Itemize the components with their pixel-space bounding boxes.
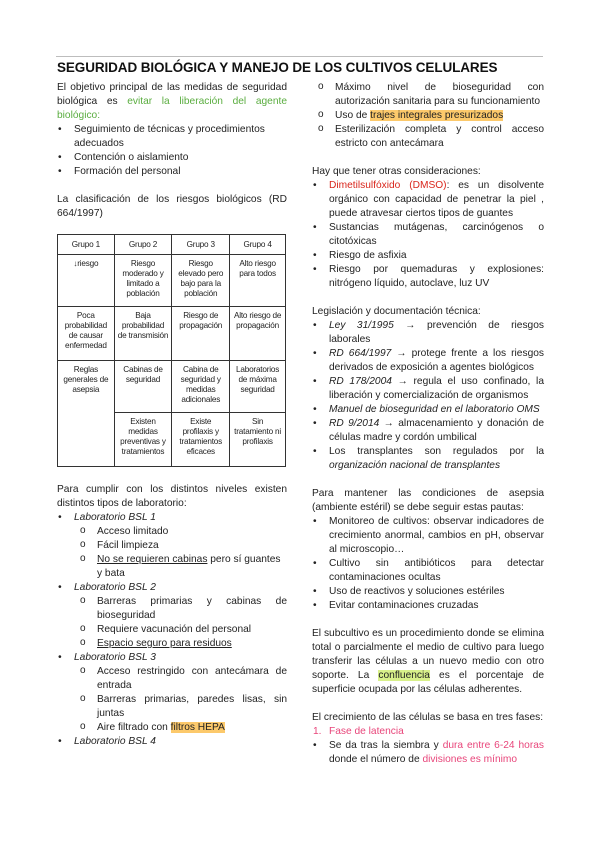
- list-item: o Fácil limpieza: [57, 539, 287, 553]
- table-header: Grupo 2: [114, 235, 172, 255]
- table-cell: ↓riesgo: [58, 255, 115, 307]
- objectives-list: [57, 123, 287, 179]
- confluence-highlight: confluencia: [378, 670, 430, 681]
- labs-intro: Para cumplir con los distintos niveles existen distintos tipos de laboratorio:: [57, 484, 287, 509]
- table-header: Grupo 3: [172, 235, 230, 255]
- table-cell: Riesgo elevado pero bajo para la población: [172, 255, 230, 307]
- table-cell: Sin tratamiento ni profilaxis: [230, 413, 286, 467]
- growth-intro: El crecimiento de las células se basa en tres fases:: [312, 712, 544, 723]
- dmso-highlight: Dimetilsulfóxido (DMSO): [329, 180, 447, 191]
- phase-heading: 1. Fase de latencia: [312, 725, 544, 739]
- list-item: • Uso de reactivos y soluciones estériles: [312, 585, 544, 599]
- table-header: Grupo 4: [230, 235, 286, 255]
- table-cell: Alto riesgo para todos: [230, 255, 286, 307]
- subculture-paragraph: El subcultivo es un procedimiento donde se elimina total o parcialmente el medio de cultivo para luego transferir las células a un nuevo medio con otro soporte. La confluencia es el porcentaje de superficie ocupada por las células adherentes.: [312, 628, 545, 695]
- list-item: • Evitar contaminaciones cruzadas: [312, 599, 544, 613]
- table-header: Grupo 1: [58, 235, 115, 255]
- top-rule: [56, 56, 543, 57]
- list-item: o Aire filtrado con filtros HEPA: [57, 721, 287, 735]
- list-item: • RD 9/2014 → almacenamiento y donación de células madre y cordón umbilical: [312, 417, 544, 445]
- list-item: o Requiere vacunación del personal: [57, 623, 287, 637]
- list-item: • Dimetilsulfóxido (DMSO): es un disolvente orgánico con capacidad de penetrar la piel , puede atravesar ciertos tipos de guantes: [312, 179, 544, 221]
- list-item: o No se requieren cabinas pero sí guantes y bata: [57, 553, 287, 581]
- suits-highlight: trajes integrales presurizados: [370, 110, 504, 121]
- bsl4-list: [312, 81, 544, 151]
- list-item: o Barreras primarias y cabinas de bioseguridad: [57, 595, 287, 623]
- list-item: • Se da tras la siembra y dura entre 6-24 horas donde el número de divisiones es mínimo: [312, 739, 544, 767]
- list-item: o Barreras primarias, paredes lisas, sin juntas: [57, 693, 287, 721]
- table-cell: Alto riesgo de propagación: [230, 307, 286, 361]
- list-item: o Esterilización completa y control acceso estricto con antecámara: [295, 123, 544, 151]
- hepa-highlight: filtros HEPA: [170, 722, 225, 733]
- lab-bsl4-heading: • Laboratorio BSL 4: [57, 735, 287, 749]
- table-cell: Laboratorios de máxima seguridad: [230, 361, 286, 413]
- labs-list: [57, 511, 287, 749]
- asepsia-intro: Para mantener las condiciones de asepsia (ambiente estéril) se debe seguir estas pautas:: [312, 488, 544, 513]
- other-intro: Hay que tener otras consideraciones:: [312, 166, 481, 177]
- table-cell: Riesgo de propagación: [172, 307, 230, 361]
- list-item: o Uso de trajes integrales presurizados: [295, 109, 544, 123]
- lab-bsl1-heading: • Laboratorio BSL 1: [57, 511, 287, 525]
- left-column: [57, 81, 287, 749]
- classification-paragraph: La clasificación de los riesgos biológicos (RD 664/1997): [57, 194, 287, 219]
- table-cell: Poca probabilidad de causar enfermedad: [58, 307, 115, 361]
- list-item: • Cultivo sin antibióticos para detectar contaminaciones ocultas: [312, 557, 544, 585]
- list-item: • Ley 31/1995 → prevención de riesgos laborales: [312, 319, 544, 347]
- asepsia-list: [312, 515, 544, 613]
- right-column: [312, 81, 544, 767]
- list-item: • Los transplantes son regulados por la organización nacional de transplantes: [312, 445, 544, 473]
- list-item: • Sustancias mutágenas, carcinógenos o citotóxicas: [312, 221, 544, 249]
- legislation-intro: Legislación y documentación técnica:: [312, 306, 481, 317]
- list-item: o Acceso limitado: [57, 525, 287, 539]
- list-item: • Riesgo de asfixia: [312, 249, 544, 263]
- list-item: • Formación del personal: [57, 165, 287, 179]
- legislation-list: [312, 319, 544, 473]
- list-item: • Riesgo por quemaduras y explosiones: nitrógeno líquido, autoclave, luz UV: [312, 263, 544, 291]
- lab-bsl3-heading: • Laboratorio BSL 3: [57, 651, 287, 665]
- list-item: • Monitoreo de cultivos: observar indicadores de crecimiento anormal, cambios en pH, observar al microscopio…: [312, 515, 544, 557]
- goal-highlight: evitar la liberación del agente biológico: [57, 96, 287, 121]
- table-cell: Existen medidas preventivas y tratamientos: [114, 413, 172, 467]
- list-item: o Acceso restringido con antecámara de entrada: [57, 665, 287, 693]
- table-cell: Cabinas de seguridad: [114, 361, 172, 413]
- table-cell: Cabina de seguridad y medidas adicionales: [172, 361, 230, 413]
- risk-groups-table: [57, 234, 286, 467]
- table-cell: Reglas generales de asepsia: [58, 361, 115, 467]
- intro-paragraph: El objetivo principal de las medidas de seguridad biológica es evitar la liberación del agente biológico:: [57, 82, 287, 121]
- phases-list: [312, 725, 544, 767]
- page-title: SEGURIDAD BIOLÓGICA Y MANEJO DE LOS CULTIVOS CELULARES: [57, 60, 498, 75]
- table-cell: Riesgo moderado y limitado a población: [114, 255, 172, 307]
- list-item: • RD 664/1997 → protege frente a los riesgos derivados de exposición a agentes biológicos: [312, 347, 544, 375]
- lab-bsl2-heading: • Laboratorio BSL 2: [57, 581, 287, 595]
- list-item: • Contención o aislamiento: [57, 151, 287, 165]
- considerations-list: [312, 179, 544, 291]
- table-cell: Existe profilaxis y tratamientos eficaces: [172, 413, 230, 467]
- list-item: • RD 178/2004 → regula el uso confinado, la liberación y comercialización de organismos: [312, 375, 544, 403]
- list-item: o Máximo nivel de bioseguridad con autorización sanitaria para su funcionamiento: [295, 81, 544, 109]
- list-item: • Manuel de bioseguridad en el laboratorio OMS: [312, 403, 544, 417]
- list-item: • Seguimiento de técnicas y procedimientos adecuados: [57, 123, 287, 151]
- list-item: o Espacio seguro para residuos: [57, 637, 287, 651]
- table-cell: Baja probabilidad de transmisión: [114, 307, 172, 361]
